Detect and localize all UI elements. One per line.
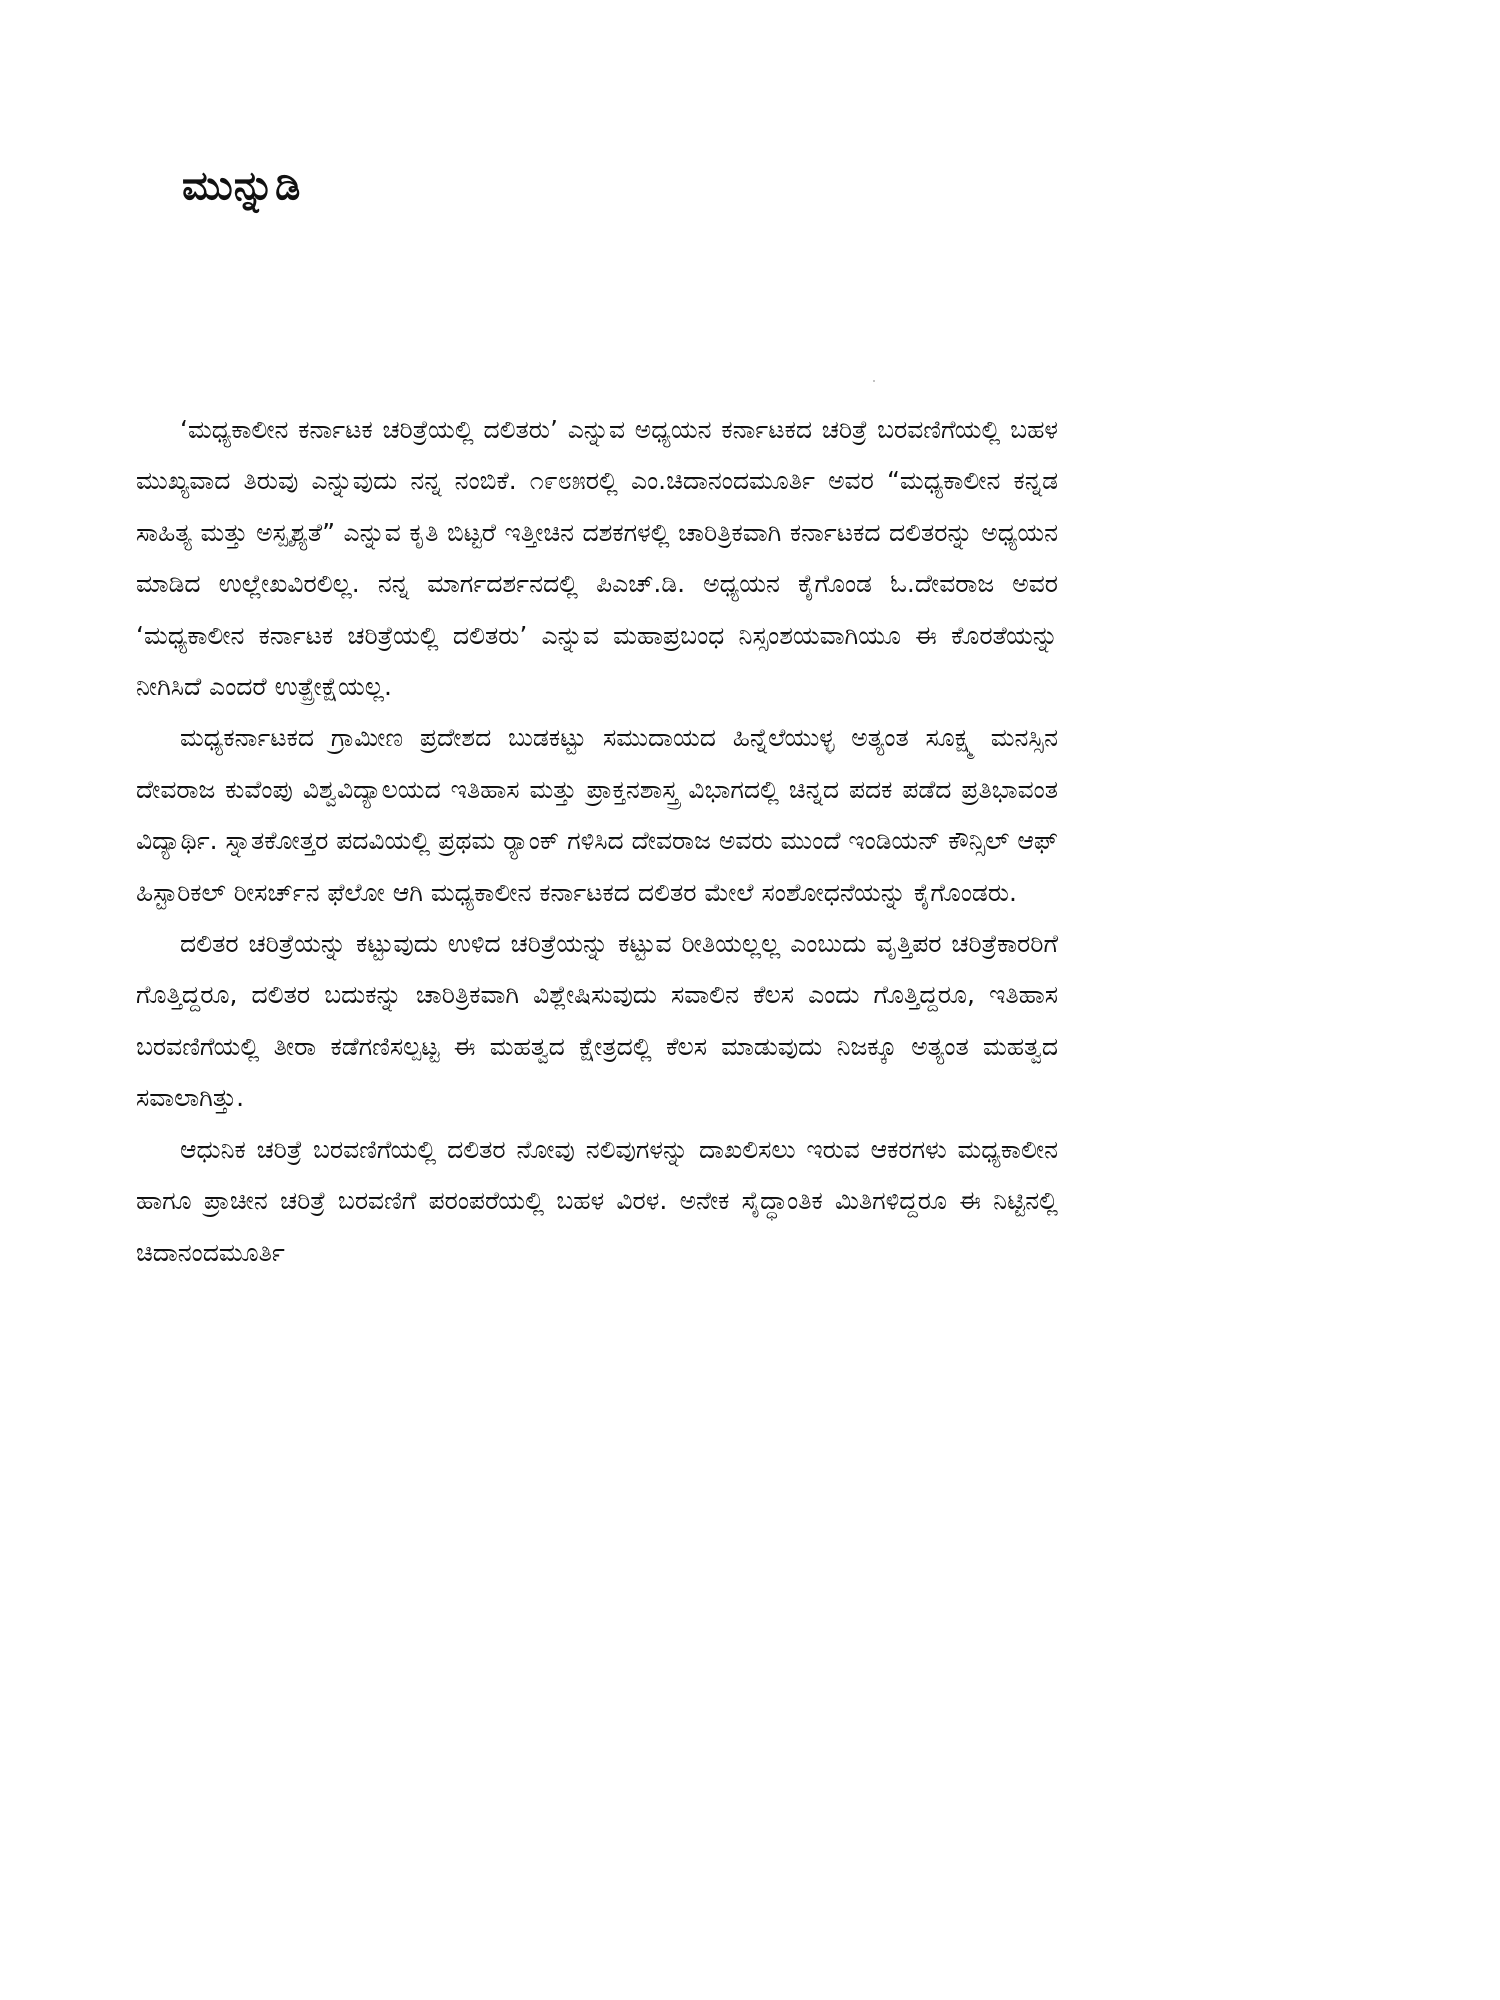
paragraph: ‘ಮಧ್ಯಕಾಲೀನ ಕರ್ನಾಟಕ ಚರಿತ್ರೆಯಲ್ಲಿ ದಲಿತರು’ ಎನ್ನುವ ಅಧ್ಯಯನ ಕರ್ನಾಟಕದ ಚರಿತ್ರೆ ಬರವಣಿಗೆಯಲ್ಲಿ ಬಹಳ ಮುಖ್ಯವಾದ ತಿರುವು ಎನ್ನುವುದು ನನ್ನ ನಂಬಿಕೆ. ೧೯೮೫ರಲ್ಲಿ ಎಂ.ಚಿದಾನಂದಮೂರ್ತಿ ಅವರ “ಮಧ್ಯಕಾಲೀನ ಕನ್ನಡ ಸಾಹಿತ್ಯ ಮತ್ತು ಅಸ್ಪೃಶ್ಯತೆ” ಎನ್ನುವ ಕೃತಿ ಬಿಟ್ಟರೆ ಇತ್ತೀಚಿನ ದಶಕಗಳಲ್ಲಿ ಚಾರಿತ್ರಿಕವಾಗಿ ಕರ್ನಾಟಕದ ದಲಿತರನ್ನು ಅಧ್ಯಯನ ಮಾಡಿದ ಉಲ್ಲೇಖವಿರಲಿಲ್ಲ. ನನ್ನ ಮಾರ್ಗದರ್ಶನದಲ್ಲಿ ಪಿಎಚ್.ಡಿ. ಅಧ್ಯಯನ ಕೈಗೊಂಡ ಓ.ದೇವರಾಜ ಅವರ ‘ಮಧ್ಯಕಾಲೀನ ಕರ್ನಾಟಕ ಚರಿತ್ರೆಯಲ್ಲಿ ದಲಿತರು’ ಎನ್ನುವ ಮಹಾಪ್ರಬಂಧ ನಿಸ್ಸಂಶಯವಾಗಿಯೂ ಈ ಕೊರತೆಯನ್ನು ನೀಗಿಸಿದೆ ಎಂದರೆ ಉತ್ಪ್ರೇಕ್ಷೆಯಲ್ಲ. [136, 415, 1058, 702]
chapter-title: ಮುನ್ನುಡಿ [182, 163, 302, 209]
paragraph: ದಲಿತರ ಚರಿತ್ರೆಯನ್ನು ಕಟ್ಟುವುದು ಉಳಿದ ಚರಿತ್ರೆಯನ್ನು ಕಟ್ಟುವ ರೀತಿಯಲ್ಲಲ್ಲ ಎಂಬುದು ವೃತ್ತಿಪರ ಚರಿತ್ರೆಕಾರರಿಗೆ ಗೊತ್ತಿದ್ದರೂ, ದಲಿತರ ಬದುಕನ್ನು ಚಾರಿತ್ರಿಕವಾಗಿ ವಿಶ್ಲೇಷಿಸುವುದು ಸವಾಲಿನ ಕೆಲಸ ಎಂದು ಗೊತ್ತಿದ್ದರೂ, ಇತಿಹಾಸ ಬರವಣಿಗೆಯಲ್ಲಿ ತೀರಾ ಕಡೆಗಣಿಸಲ್ಪಟ್ಟ ಈ ಮಹತ್ವದ ಕ್ಷೇತ್ರದಲ್ಲಿ ಕೆಲಸ ಮಾಡುವುದು ನಿಜಕ್ಕೂ ಅತ್ಯಂತ ಮಹತ್ವದ ಸವಾಲಾಗಿತ್ತು. [136, 929, 1058, 1113]
paragraph: ಆಧುನಿಕ ಚರಿತ್ರೆ ಬರವಣಿಗೆಯಲ್ಲಿ ದಲಿತರ ನೋವು ನಲಿವುಗಳನ್ನು ದಾಖಲಿಸಲು ಇರುವ ಆಕರಗಳು ಮಧ್ಯಕಾಲೀನ ಹಾಗೂ ಪ್ರಾಚೀನ ಚರಿತ್ರೆ ಬರವಣಿಗೆ ಪರಂಪರೆಯಲ್ಲಿ ಬಹಳ ವಿರಳ. ಅನೇಕ ಸೈದ್ಧಾಂತಿಕ ಮಿತಿಗಳಿದ್ದರೂ ಈ ನಿಟ್ಟಿನಲ್ಲಿ ಚಿದಾನಂದಮೂರ್ತಿ [136, 1134, 1058, 1267]
scan-speck [873, 380, 875, 382]
body-text [136, 404, 1058, 1278]
paragraph: ಮಧ್ಯಕರ್ನಾಟಕದ ಗ್ರಾಮೀಣ ಪ್ರದೇಶದ ಬುಡಕಟ್ಟು ಸಮುದಾಯದ ಹಿನ್ನೆಲೆಯುಳ್ಳ ಅತ್ಯಂತ ಸೂಕ್ಷ್ಮ ಮನಸ್ಸಿನ ದೇವರಾಜ ಕುವೆಂಪು ವಿಶ್ವವಿದ್ಯಾಲಯದ ಇತಿಹಾಸ ಮತ್ತು ಪ್ರಾಕ್ತನಶಾಸ್ತ್ರ ವಿಭಾಗದಲ್ಲಿ ಚಿನ್ನದ ಪದಕ ಪಡೆದ ಪ್ರತಿಭಾವಂತ ವಿದ್ಯಾರ್ಥಿ. ಸ್ನಾತಕೋತ್ತರ ಪದವಿಯಲ್ಲಿ ಪ್ರಥಮ ರ್‍ಯಾಂಕ್ ಗಳಿಸಿದ ದೇವರಾಜ ಅವರು ಮುಂದೆ ಇಂಡಿಯನ್ ಕೌನ್ಸಿಲ್ ಆಫ್ ಹಿಸ್ಟಾರಿಕಲ್ ರೀಸರ್ಚ್‌ನ ಫೆಲೋ ಆಗಿ ಮಧ್ಯಕಾಲೀನ ಕರ್ನಾಟಕದ ದಲಿತರ ಮೇಲೆ ಸಂಶೋಧನೆಯನ್ನು ಕೈಗೊಂಡರು. [136, 723, 1058, 907]
